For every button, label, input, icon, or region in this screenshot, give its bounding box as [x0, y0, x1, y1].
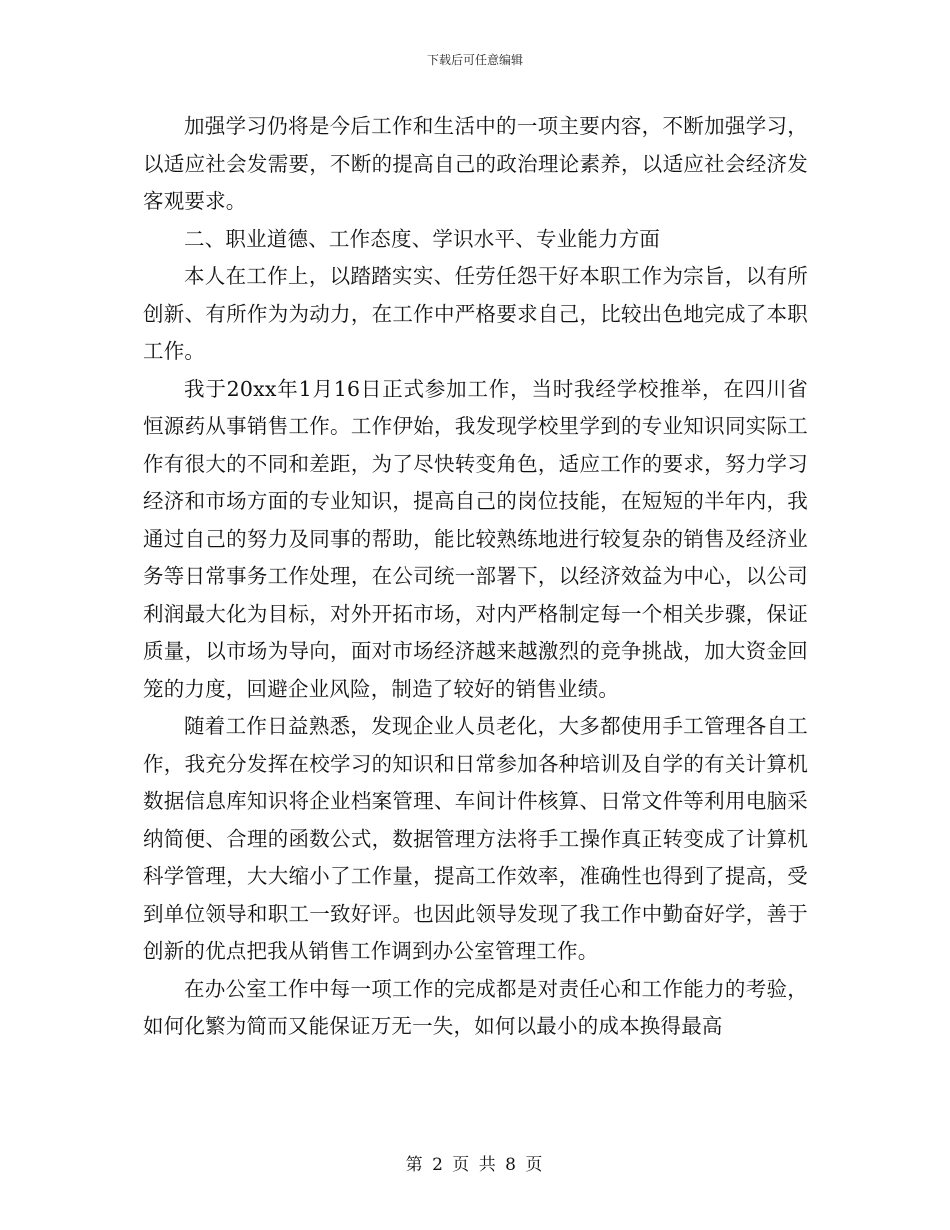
- paragraph-6: 在办公室工作中每一项工作的完成都是对责任心和工作能力的考验，如何化繁为简而又能保证万无一失，如何以最小的成本换得最高: [143, 976, 808, 1038]
- paragraph-1: 加强学习仍将是今后工作和生活中的一项主要内容，不断加强学习，以适应社会发需要，不断的提高自己的政治理论素养，以适应社会经济发客观要求。: [143, 114, 808, 213]
- paragraph-3: 本人在工作上，以踏踏实实、任劳任怨干好本职工作为宗旨，以有所创新、有所作为为动力，在工作中严格要求自己，比较出色地完成了本职工作。: [143, 264, 808, 363]
- paragraph-4: 我于20xx年1月16日正式参加工作，当时我经学校推举，在四川省恒源药从事销售工作。工作伊始，我发现学校里学到的专业知识同实际工作有很大的不同和差距，为了尽快转变角色，适应工作的要求，努力学习经济和市场方面的专业知识，提高自己的岗位技能，在短短的半年内，我通过自己的努力及同事的帮助，能比较熟练地进行较复杂的销售及经济业务等日常事务工作处理，在公司统一部署下，以经济效益为中心，以公司利润最大化为目标，对外开拓市场，对内严格制定每一个相关步骤，保证质量，以市场为导向，面对市场经济越来越激烈的竞争挑战，加大资金回笼的力度，回避企业风险，制造了较好的销售业绩。: [143, 376, 808, 701]
- paragraph-2: 二、职业道德、工作态度、学识水平、专业能力方面: [184, 226, 661, 251]
- paragraph-5: 随着工作日益熟悉，发现企业人员老化，大多都使用手工管理各自工作，我充分发挥在校学习的知识和日常参加各种培训及自学的有关计算机数据信息库知识将企业档案管理、车间计件核算、日常文件等利用电脑采纳简便、合理的函数公式，数据管理方法将手工操作真正转变成了计算机科学管理，大大缩小了工作量，提高工作效率，准确性也得到了提高，受到单位领导和职工一致好评。也因此领导发现了我工作中勤奋好学，善于创新的优点把我从销售工作调到办公室管理工作。: [143, 714, 808, 963]
- page-header: 下载后可任意编辑: [426, 53, 523, 67]
- page-number-footer: 第 2 页 共 8 页: [405, 1155, 545, 1175]
- document-body: [143, 108, 808, 1046]
